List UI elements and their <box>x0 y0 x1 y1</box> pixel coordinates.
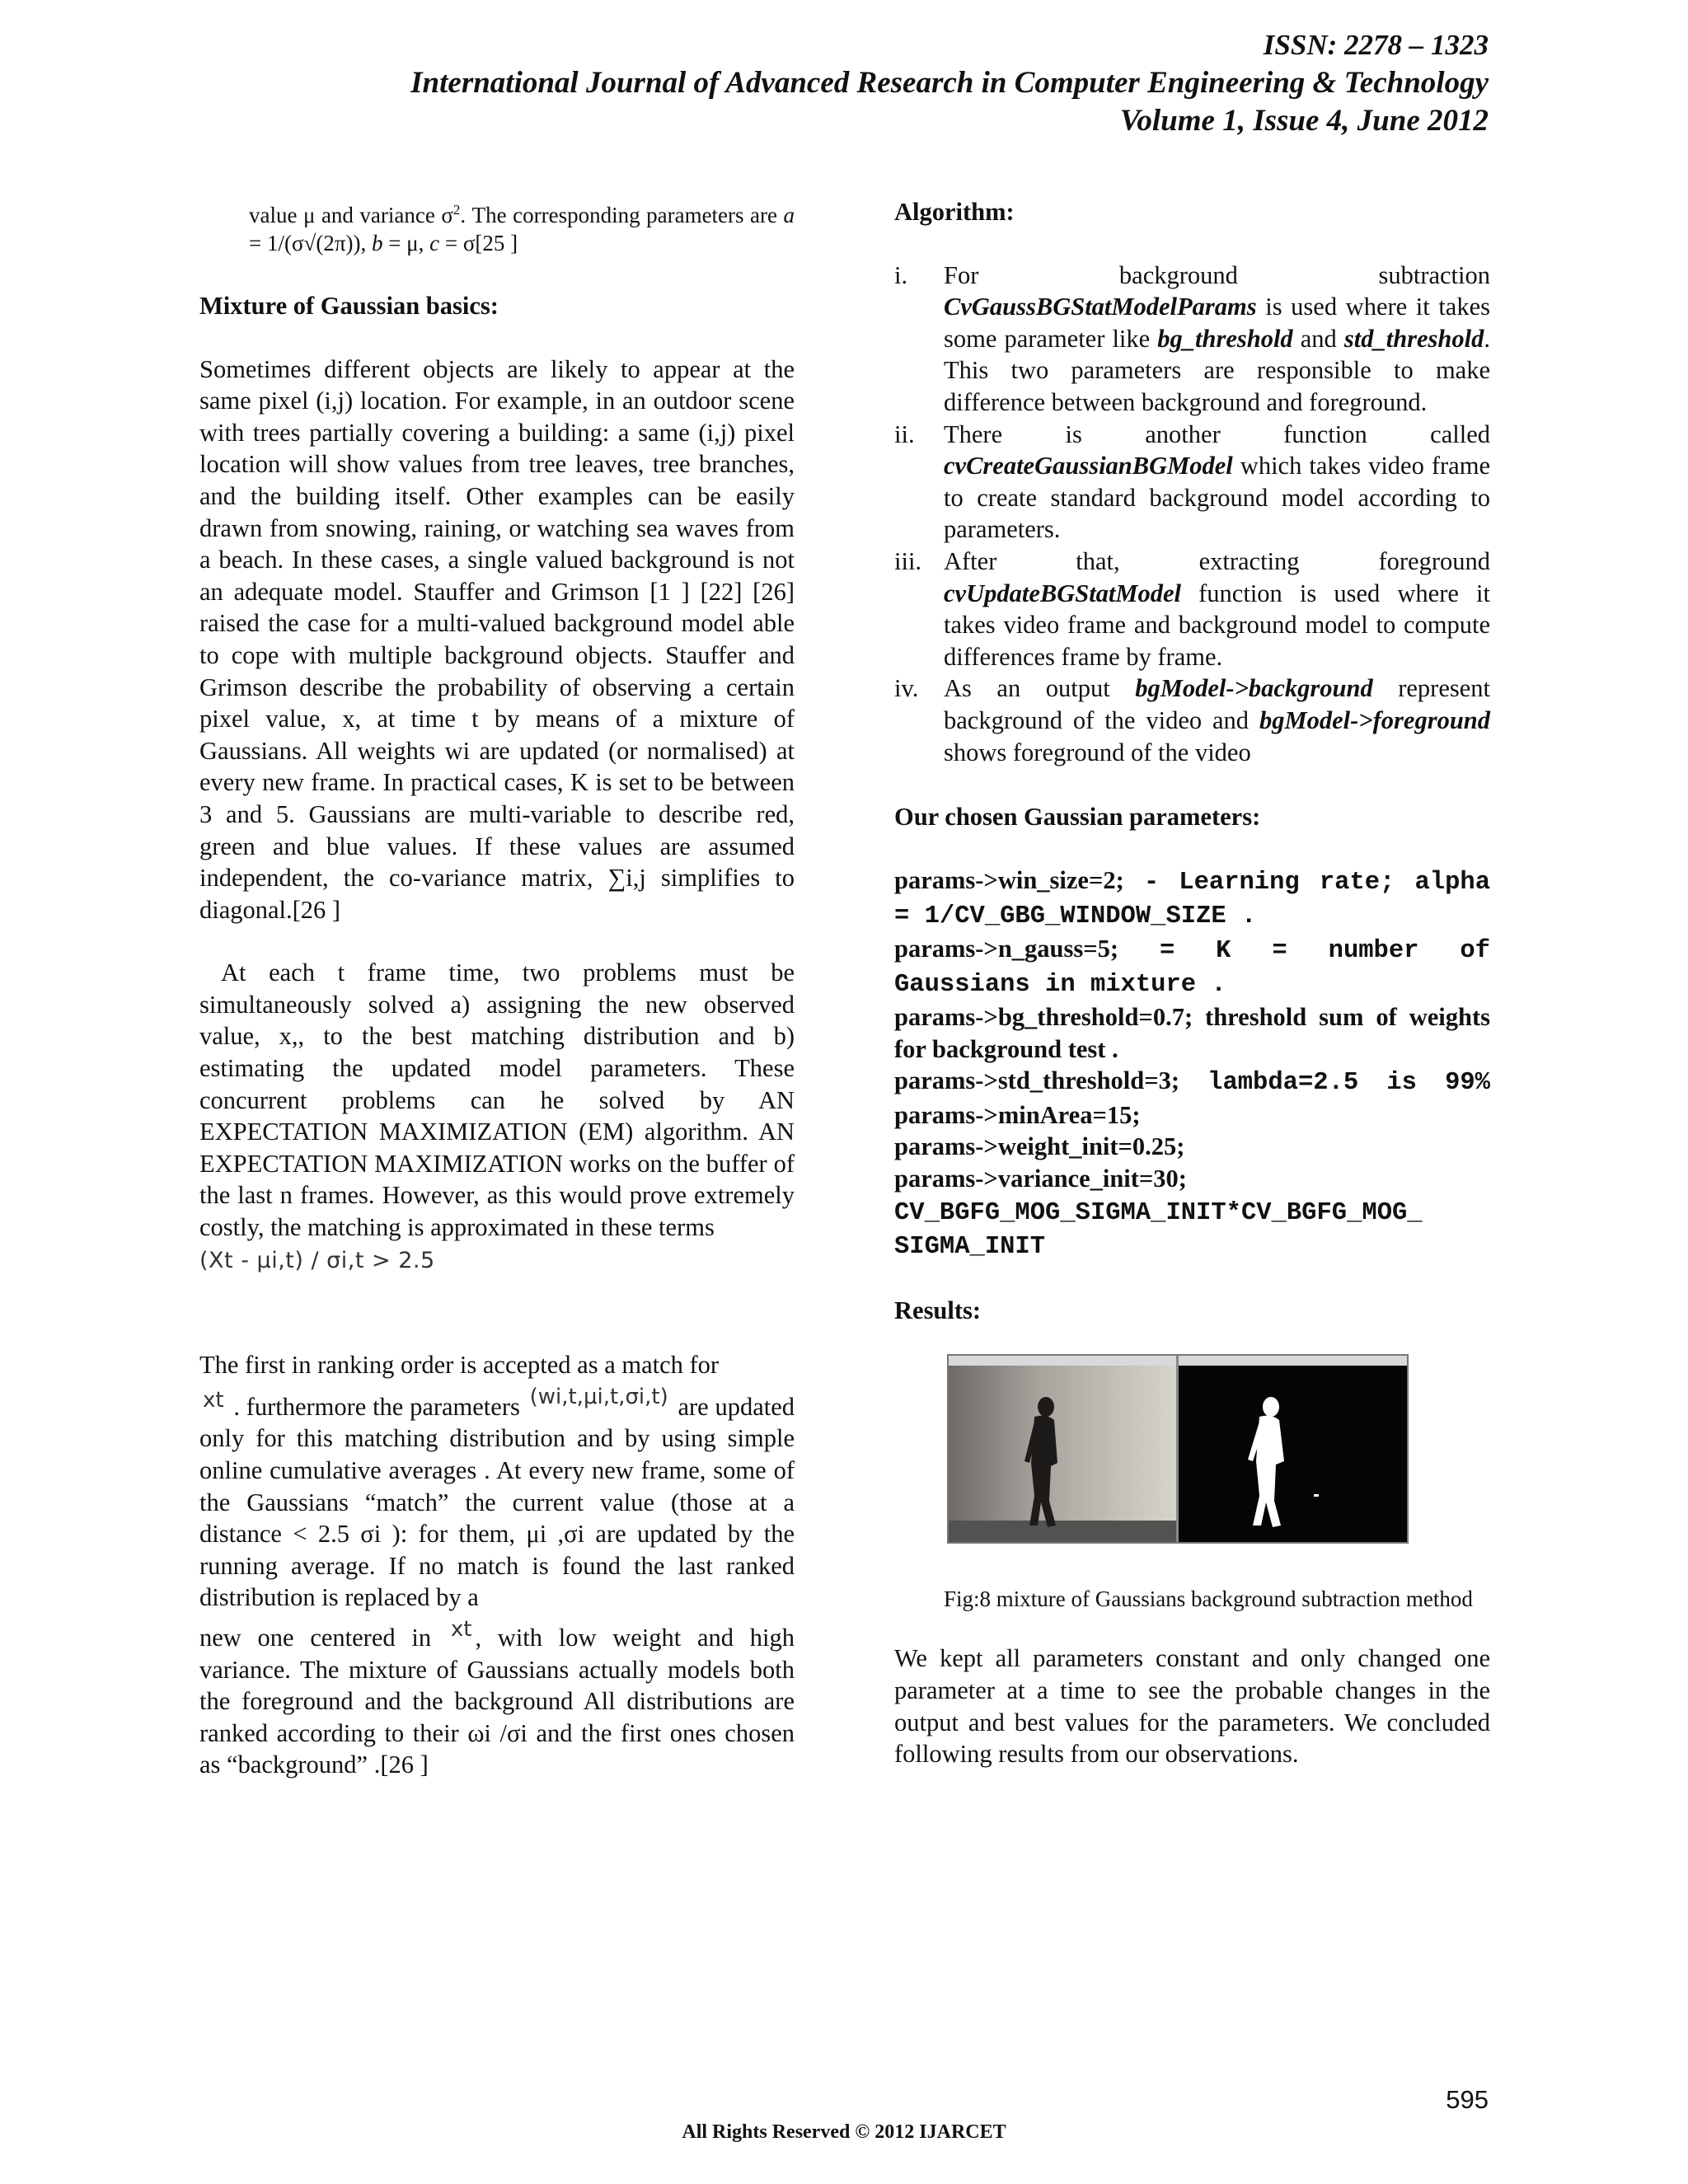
conclusion-paragraph: We kept all parameters constant and only changed one parameter at a time to see the probable changes in the output and best values for the parameters. We concluded following results from our observations. <box>894 1644 1490 1769</box>
param-code: CV_BGFG_MOG_SIGMA_INIT*CV_BGFG_MOG_ SIGMA_INIT <box>894 1198 1423 1262</box>
param-line <box>894 1001 1490 1065</box>
param-code: - Learning rate; alpha = 1/CV_GBG_WINDOW_SIZE . <box>894 868 1490 931</box>
val-b: = μ, <box>382 231 424 255</box>
param-code: params->win_size=2; <box>894 865 1124 894</box>
copyright-footer: All Rights Reserved © 2012 IJARCET <box>682 2121 1006 2143</box>
math-xt-image: xt <box>203 1387 224 1413</box>
walking-person-image <box>949 1356 1176 1542</box>
results-heading: Results: <box>894 1296 982 1324</box>
algorithm-item <box>894 673 1490 768</box>
item-text: function is used where it takes video frame and background model to compute differences frame by frame. <box>944 579 1490 671</box>
volume-issue: Volume 1, Issue 4, June 2012 <box>1119 104 1489 138</box>
item-text: is used where it takes some parameter like <box>944 293 1490 353</box>
match-paragraph <box>199 1349 795 1781</box>
param-line <box>894 1131 1490 1163</box>
em-paragraph: At each t frame time, two problems must be simultaneously solved a) assigning the new observed value, x,, to the best matching distribution and b) estimating the updated model parameters. These concurrent problems can he solved by AN EXPECTATION MAXIMIZATION (EM) algorithm. AN EXPECTATION MAXIMIZATION works on the buffer of the last n frames. However, as this would prove extremely costly, the matching is approximated in these terms <box>199 958 795 1242</box>
page-number: 595 <box>1446 2085 1489 2114</box>
item-text: As an output <box>944 674 1136 703</box>
param-code: lambda=2.5 is 99% <box>1179 1069 1490 1098</box>
foreground-silhouette-image <box>1179 1356 1403 1542</box>
item-term: bg_threshold <box>1157 324 1293 353</box>
param-line <box>894 933 1490 1001</box>
math-params-image: (wi,t,μi,t,σi,t) <box>529 1384 668 1409</box>
figure-caption: Fig:8 mixture of Gaussians background subtraction method <box>944 1586 1473 1612</box>
mog-paragraph: Sometimes different objects are likely to appear at the same pixel (i,j) location. For example, in an outdoor scene with trees partially covering a building: a same (i,j) pixel location will show values from tree leaves, tree branches, and the building itself. Other examples can be easily drawn from snowing, raining, or watching sea waves from a beach. In these cases, a single valued background is not an adequate model. Stauffer and Grimson [1 ] [22] [26] raised the case for a multi-valued background model able to cope with multiple background objects. Stauffer and Grimson describe the probability of observing a certain pixel value, x, at time t by means of a mixture of Gaussians. All weights wi are updated (or normalised) at every new frame. In practical cases, K is set to be between 3 and 5. Gaussians are multi-variable to describe red, green and blue values. If these values are assumed independent, the co-variance matrix, ∑i,j simplifies to diagonal.[26 ] <box>199 354 795 924</box>
val-a: = 1/(σ√(2π)), <box>249 231 367 255</box>
item-term: CvGaussBGStatModelParams <box>944 293 1257 321</box>
item-text: and <box>1292 324 1344 353</box>
param-code: params->minArea=15; <box>894 1100 1141 1129</box>
var-a: a <box>783 203 795 227</box>
val-c: = σ[25 ] <box>439 231 518 255</box>
algorithm-heading: Algorithm: <box>894 198 1015 226</box>
foreground-mask <box>1179 1356 1407 1542</box>
intro-paragraph <box>199 196 795 257</box>
intro-text: . The corresponding parameters are <box>460 203 777 227</box>
right-column <box>894 196 1490 1770</box>
item-term: cvCreateGaussianBGModel <box>944 452 1233 480</box>
item-term: bgModel->foreground <box>1259 705 1490 734</box>
item-number: ii. <box>894 419 915 448</box>
match-text: The first in ranking order is accepted as a match for <box>199 1351 720 1380</box>
journal-header <box>410 26 1489 140</box>
param-line <box>894 1195 1490 1263</box>
algorithm-list <box>894 260 1490 769</box>
item-number: iii. <box>894 546 922 575</box>
formula-image: (Xt - μi,t) / σi,t > 2.5 <box>199 1247 435 1273</box>
item-text: which takes video frame to create standard background model according to parameters. <box>944 452 1490 544</box>
item-text: . This two parameters are responsible to make difference between background and foreground. <box>944 324 1490 416</box>
param-code: params->n_gauss=5; <box>894 934 1119 963</box>
match-text: new one centered in <box>199 1623 432 1652</box>
var-c: c <box>429 231 440 255</box>
params-heading: Our chosen Gaussian parameters: <box>894 803 1261 832</box>
param-line <box>894 1065 1490 1131</box>
item-text: represent background of the video and <box>944 674 1490 734</box>
results-figure <box>947 1354 1409 1544</box>
item-text: shows foreground of the video <box>944 738 1251 766</box>
matching-formula <box>199 1244 795 1277</box>
params-block <box>894 865 1490 1263</box>
issn: ISSN: 2278 – 1323 <box>1263 29 1489 61</box>
param-code: params->weight_init=0.25; <box>894 1132 1185 1161</box>
algorithm-item <box>894 419 1490 546</box>
left-column <box>199 196 795 1781</box>
item-term: bgModel->background <box>1135 674 1373 703</box>
item-term: std_threshold <box>1343 324 1484 353</box>
param-line <box>894 865 1490 933</box>
item-number: iv. <box>894 674 919 703</box>
algorithm-item <box>894 546 1490 673</box>
item-term: cvUpdateBGStatModel <box>944 579 1182 607</box>
video-frame <box>949 1356 1179 1542</box>
match-text: . furthermore the parameters <box>233 1392 520 1421</box>
param-code: params->variance_init=30; <box>894 1165 1187 1193</box>
journal-title: International Journal of Advanced Research in Computer Engineering & Technology <box>410 66 1489 100</box>
param-code: = K = number of Gaussians in mixture . <box>894 936 1490 1000</box>
item-text: There is another function called <box>944 419 1490 448</box>
mog-heading: Mixture of Gaussian basics: <box>199 292 499 320</box>
math-xt-image-2: xt <box>450 1616 472 1642</box>
match-text: are updated only for this matching distribution and by using simple online cumulative averages . At every new frame, some of the Gaussians “match” the current value (those at a distance < 2.5 σi ): for them, μi ,σi are updated by the running average. If no match is found the last ranked distribution is replaced by a <box>199 1392 795 1612</box>
item-text: After that, extracting foreground <box>944 546 1490 575</box>
match-text: , with low weight and high variance. The mixture of Gaussians actually models both the foreground and the background All distributions are ranked according to their ωi /σi and the first ones chosen as “background” .[26 ] <box>199 1623 795 1779</box>
intro-text: value μ and variance σ <box>249 203 453 227</box>
param-code: params->bg_threshold=0.7; threshold sum of weights for background test . <box>894 1003 1490 1063</box>
param-line <box>894 1163 1490 1195</box>
superscript: 2 <box>452 202 461 218</box>
item-text: For background subtraction <box>944 260 1490 289</box>
var-b: b <box>371 231 383 255</box>
algorithm-item <box>894 260 1490 419</box>
item-number: i. <box>894 260 908 289</box>
param-code: params->std_threshold=3; <box>894 1066 1179 1095</box>
